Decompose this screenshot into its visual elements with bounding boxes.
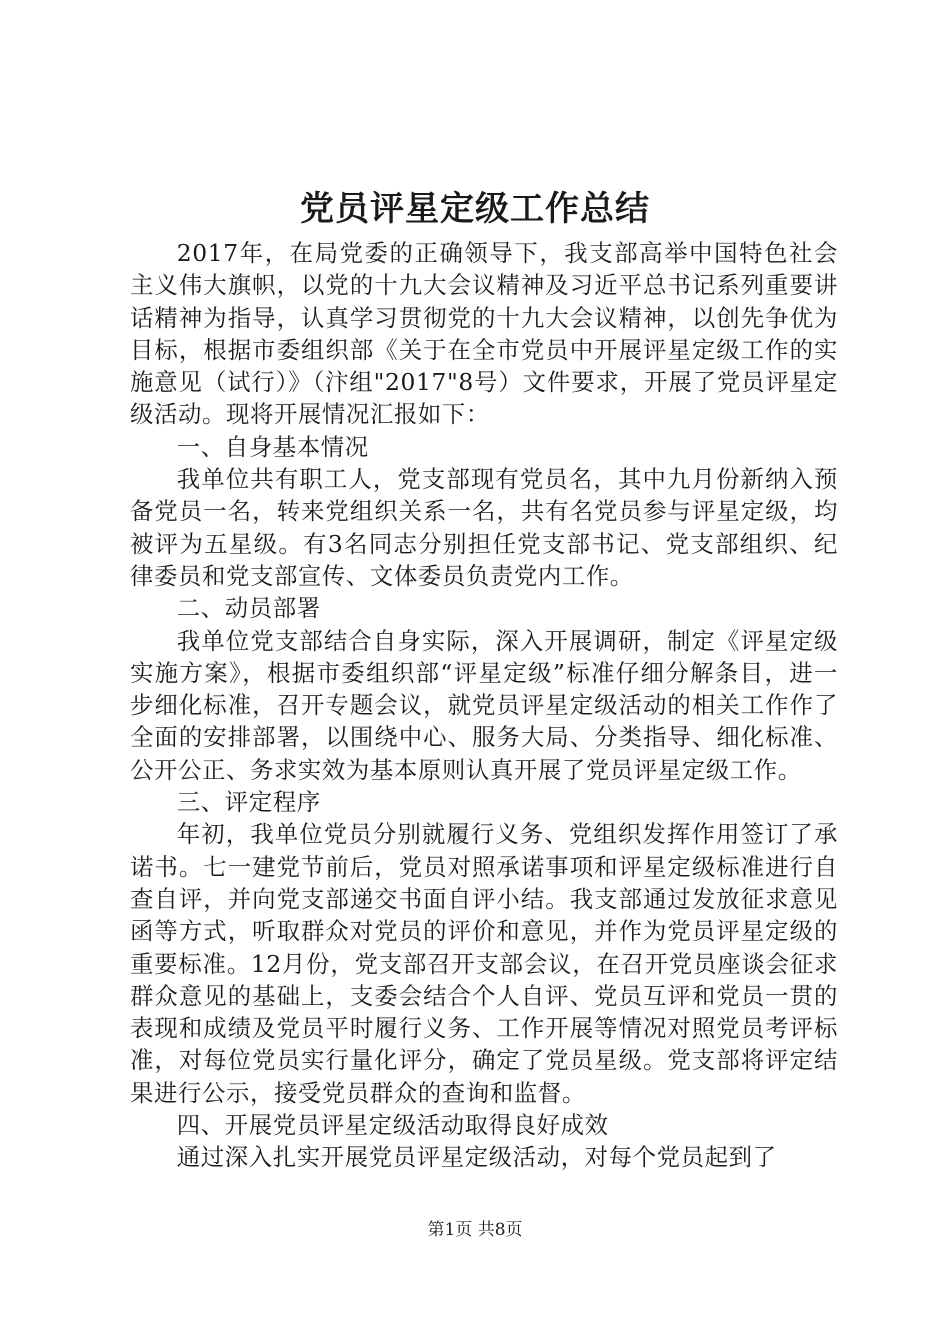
- section-heading-2: 二、动员部署: [176, 594, 321, 623]
- section-heading-3: 三、评定程序: [176, 788, 321, 817]
- section-paragraph-1: 我单位共有职工人，党支部现有党员名，其中九月份新纳入预备党员一名，转来党组织关系一名，共有名党员参与评星定级，均被评为五星级。有3名同志分别担任党支部书记、党支部组织、纪律委员和党支部宣传、文体委员负责党内工作。: [130, 465, 838, 590]
- section-heading-1: 一、自身基本情况: [176, 432, 369, 461]
- section-paragraph-3: 年初，我单位党员分别就履行义务、党组织发挥作用签订了承诺书。七一建党节前后，党员对照承诺事项和评星定级标准进行自查自评，并向党支部递交书面自评小结。我支部通过发放征求意见函等方式，听取群众对党员的评价和意见，并作为党员评星定级的重要标准。12月份，党支部召开支部会议，在召开党员座谈会征求群众意见的基础上，支委会结合个人自评、党员互评和党员一贯的表现和成绩及党员平时履行义务、工作开展等情况对照党员考评标准，对每位党员实行量化评分，确定了党员星级。党支部将评定结果进行公示，接受党员群众的查询和监督。: [130, 820, 838, 1107]
- section-paragraph-4: 通过深入扎实开展党员评星定级活动，对每个党员起到了: [176, 1143, 777, 1172]
- document-body: [130, 237, 838, 1174]
- intro-paragraph: 2017年，在局党委的正确领导下，我支部高举中国特色社会主义伟大旗帜，以党的十九大会议精神及习近平总书记系列重要讲话精神为指导，认真学习贯彻党的十九大会议精神，以创先争优为目标，根据市委组织部《关于在全市党员中开展评星定级工作的实施意见（试行）》（汴组"2017"8号）文件要求，开展了党员评星定级活动。现将开展情况汇报如下：: [130, 239, 838, 429]
- page-footer: 第1页 共8页: [427, 1220, 523, 1240]
- document-title: 党员评星定级工作总结: [300, 189, 650, 229]
- section-paragraph-2: 我单位党支部结合自身实际，深入开展调研，制定《评星定级实施方案》，根据市委组织部“评星定级”标准仔细分解条目，进一步细化标准，召开专题会议，就党员评星定级活动的相关工作作了全面的安排部署，以围绕中心、服务大局、分类指导、细化标准、公开公正、务求实效为基本原则认真开展了党员评星定级工作。: [130, 626, 838, 784]
- section-heading-4: 四、开展党员评星定级活动取得良好成效: [176, 1111, 609, 1140]
